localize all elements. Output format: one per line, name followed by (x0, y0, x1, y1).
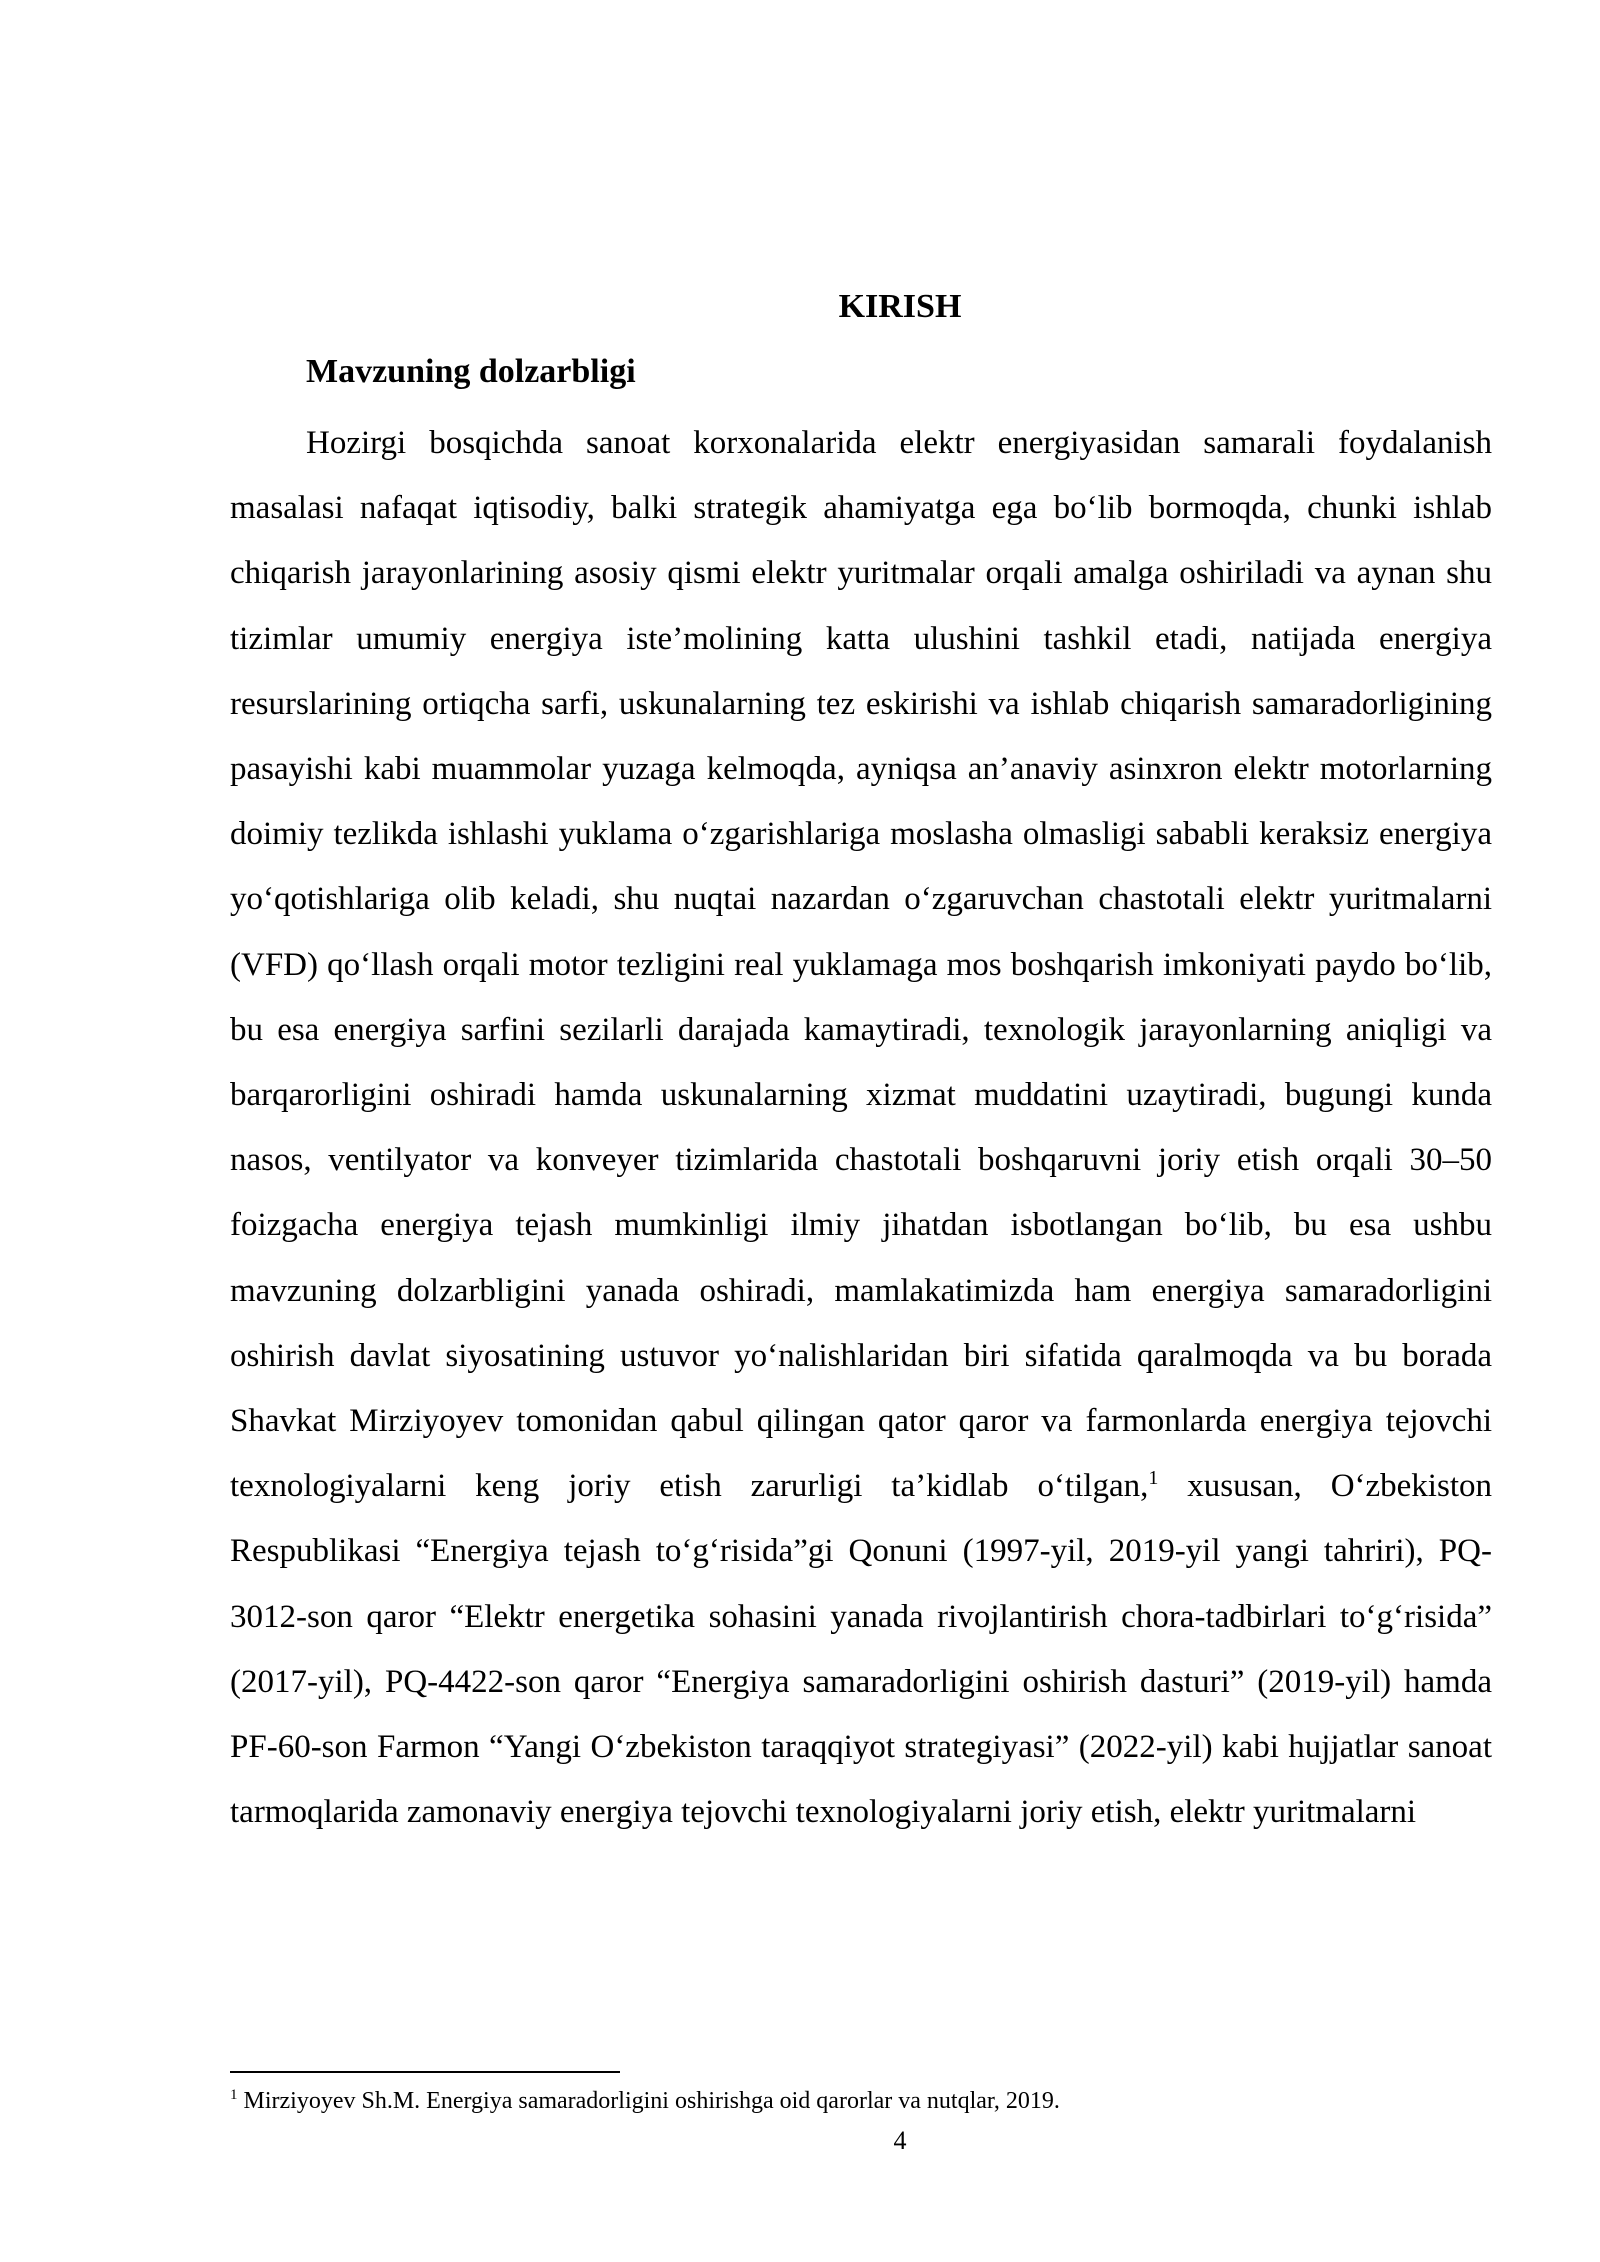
paragraph-text-part-1: Hozirgi bosqichda sanoat korxonalarida elektr energiyasidan samarali foydalanish masalasi nafaqat iqtisodiy, balki strategik ahamiyatga ega bo‘lib bormoqda, chunki ishlab chiqarish jarayonlarining asosiy qismi elektr yuritmalar orqali amalga oshiriladi va aynan shu tizimlar umumiy energiya iste’molining katta ulushini tashkil etadi, natijada energiya resurslarining ortiqcha sarfi, uskunalarning tez eskirishi va ishlab chiqarish samaradorligining pasayishi kabi muammolar yuzaga kelmoqda, ayniqsa an’anaviy asinxron elektr motorlarning doimiy tezlikda ishlashi yuklama o‘zgarishlariga moslasha olmasligi sababli keraksiz energiya yo‘qotishlariga olib keladi, shu nuqtai nazardan o‘zgaruvchan chastotali elektr yuritmalarni (VFD) qo‘llash orqali motor tezligini real yuklamaga mos boshqarish imkoniyati paydo bo‘lib, bu esa energiya sarfini sezilarli darajada kamaytiradi, texnologik jarayonlarning aniqligi va barqarorligini oshiradi hamda uskunalarning xizmat muddatini uzaytiradi, bugungi kunda nasos, ventilyator va konveyer tizimlarida chastotali boshqaruvni joriy etish orqali 30–50 foizgacha energiya tejash mumkinligi ilmiy jihatdan isbotlangan bo‘lib, bu esa ushbu mavzuning dolzarbligini yanada oshiradi, mamlakatimizda ham energiya samaradorligini oshirish davlat siyosatining ustuvor yo‘nalishlaridan biri sifatida qaralmoqda va bu borada Shavkat Mirziyoyev tomonidan qabul qilingan qator qaror va farmonlarda energiya tejovchi texnologiyalarni keng joriy etish zarurligi ta’kidlab o‘tilgan, (230, 425, 1492, 1505)
footnote (230, 2086, 1492, 2116)
footnote-separator (230, 2071, 620, 2073)
footnote-marker: 1 (230, 2087, 238, 2103)
page-title: KIRISH (838, 288, 962, 325)
footnote-reference[interactable]: 1 (1148, 1467, 1159, 1490)
footnote-text: Mirziyoyev Sh.M. Energiya samaradorligini oshirishga oid qarorlar va nutqlar, 2019. (237, 2088, 1060, 2114)
paragraph-text-part-2: xususan, O‘zbekiston Respublikasi “Energiya tejash to‘g‘risida”gi Qonuni (1997-yil, 2019-yil yangi tahriri), PQ-3012-son qaror “Elektr energetika sohasini yanada rivojlantirish chora-tadbirlari to‘g‘risida” (2017-yil), PQ-4422-son qaror “Energiya samaradorligini oshirish dasturi” (2019-yil) hamda PF-60-son Farmon “Yangi O‘zbekiston taraqqiyot strategiyasi” (2022-yil) kabi hujjatlar sanoat tarmoqlarida zamonaviy energiya tejovchi texnologiyalarni joriy etish, elektr yuritmalarni (230, 1468, 1492, 1831)
page-number: 4 (893, 2126, 907, 2155)
body-paragraph (230, 411, 1492, 1845)
section-heading: Mavzuning dolzarbligi (306, 353, 636, 390)
